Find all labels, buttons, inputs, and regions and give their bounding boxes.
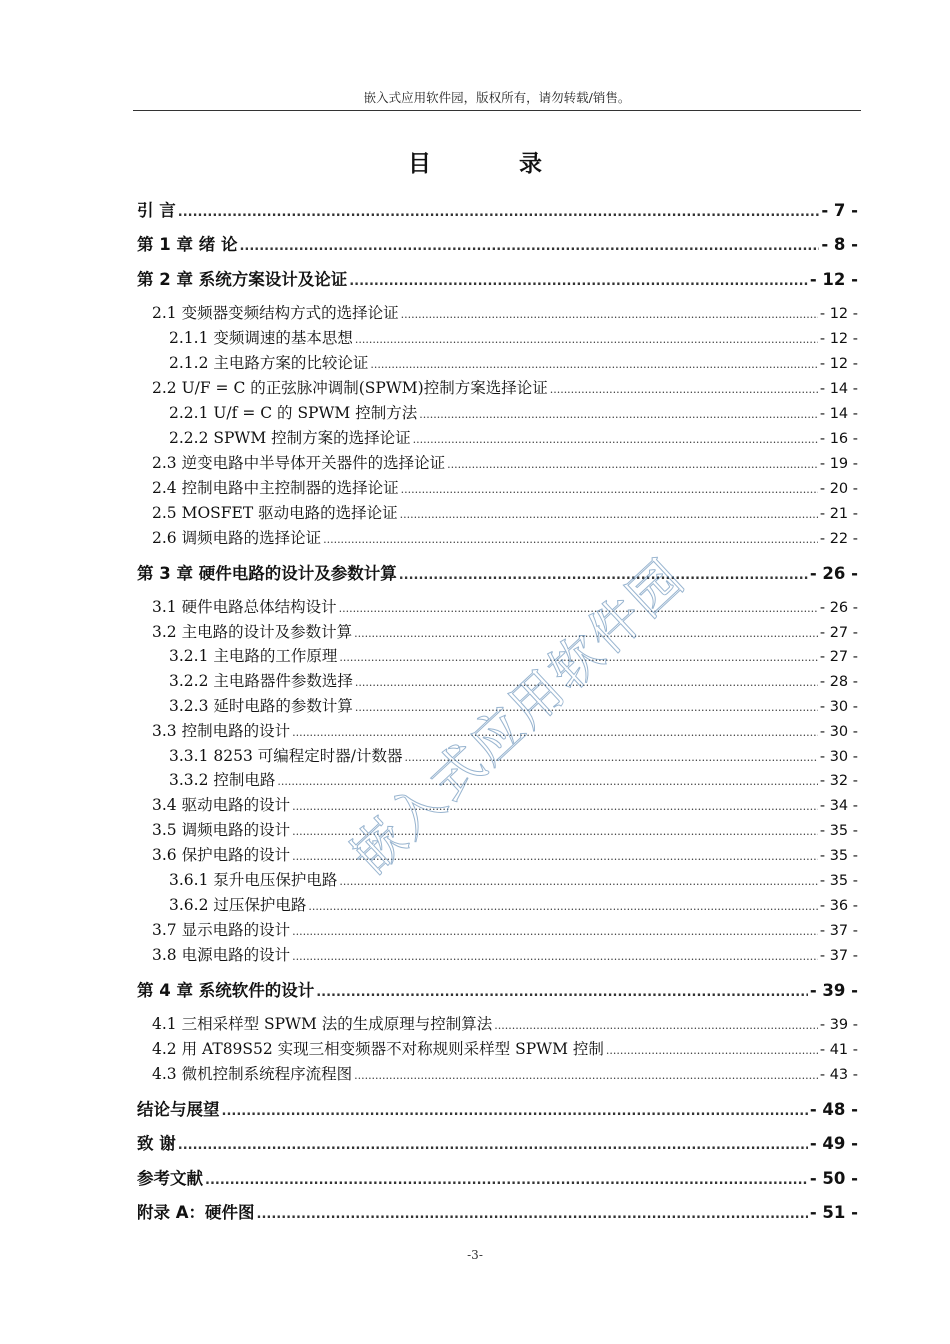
toc-entry-page: - 34 - [819, 798, 858, 814]
toc-entry-label: 3.3.1 8253 可编程定时器/计数器 [169, 747, 403, 765]
toc-entry-label: 致 谢 [137, 1134, 176, 1153]
toc-leader-dots [205, 1173, 808, 1188]
toc-leader-dots [178, 205, 820, 220]
watermark: 嵌入式应用软件园 [339, 548, 697, 887]
toc-leader-dots [323, 533, 818, 546]
toc-entry[interactable] [152, 943, 858, 965]
toc-entry-label: 3.2.3 延时电路的参数计算 [169, 697, 353, 715]
toc-entry-page: - 14 - [819, 406, 858, 422]
toc-leader-dots [401, 308, 818, 321]
toc-entry[interactable] [152, 1012, 858, 1034]
toc-entry-page: - 51 - [809, 1203, 858, 1222]
toc-entry-page: - 39 - [809, 981, 858, 1000]
toc-entry[interactable] [137, 560, 858, 584]
toc-entry-label: 第 1 章 绪 论 [137, 235, 238, 254]
toc-entry-label: 结论与展望 [137, 1100, 220, 1119]
toc-leader-dots [277, 775, 817, 788]
toc-leader-dots [355, 333, 818, 346]
toc-entry[interactable] [152, 376, 858, 398]
toc-entry-label: 4.3 微机控制系统程序流程图 [152, 1065, 353, 1083]
toc-entry[interactable] [152, 476, 858, 498]
toc-entry-label: 2.2.2 SPWM 控制方案的选择论证 [169, 429, 411, 447]
toc-entry-page: - 21 - [819, 506, 858, 522]
toc-entry[interactable] [137, 977, 858, 1001]
toc-entry-page: - 37 - [819, 923, 858, 939]
toc-entry[interactable] [137, 1199, 858, 1223]
toc-entry-page: - 20 - [819, 481, 858, 497]
toc-entry-page: - 26 - [819, 600, 858, 616]
toc-entry-label: 2.1.1 变频调速的基本思想 [169, 329, 353, 347]
toc-leader-dots [339, 875, 817, 888]
toc-entry-page: - 30 - [819, 699, 858, 715]
toc-leader-dots [550, 383, 818, 396]
toc-entry-page: - 35 - [819, 823, 858, 839]
toc-entry-label: 4.2 用 AT89S52 实现三相变频器不对称规则采样型 SPWM 控制 [152, 1040, 604, 1058]
toc-entry-label: 3.1 硬件电路总体结构设计 [152, 598, 337, 616]
toc-entry-label: 第 4 章 系统软件的设计 [137, 981, 315, 1000]
toc-entry[interactable] [169, 868, 858, 890]
toc-entry[interactable] [152, 301, 858, 323]
toc-entry-label: 3.6 保护电路的设计 [152, 846, 291, 864]
toc-entry-label: 第 3 章 硬件电路的设计及参数计算 [137, 564, 397, 583]
toc-leader-dots [222, 1104, 808, 1119]
toc-entry-page: - 22 - [819, 531, 858, 547]
toc-leader-dots [354, 1069, 818, 1082]
toc-entry-page: - 30 - [819, 724, 858, 740]
toc-entry[interactable] [137, 1130, 858, 1154]
toc-leader-dots [401, 483, 818, 496]
toc-entry-label: 3.2 主电路的设计及参数计算 [152, 623, 353, 641]
toc-leader-dots [413, 433, 818, 446]
toc-entry[interactable] [152, 1062, 858, 1084]
toc-entry-label: 第 2 章 系统方案设计及论证 [137, 270, 348, 289]
toc-entry-label: 2.1 变频器变频结构方式的选择论证 [152, 304, 399, 322]
toc-entry-page: - 49 - [809, 1134, 858, 1153]
toc-entry-label: 引 言 [137, 201, 176, 220]
toc-entry-page: - 12 - [809, 270, 858, 289]
toc-leader-dots [178, 1138, 808, 1153]
toc-entry-label: 2.2 U/F = C 的正弦脉冲调制(SPWM)控制方案选择论证 [152, 379, 548, 397]
page-header: 嵌入式应用软件园，版权所有，请勿转载/销售。 [133, 88, 861, 111]
toc-entry-page: - 50 - [809, 1169, 858, 1188]
toc-leader-dots [292, 726, 818, 739]
toc-leader-dots [419, 408, 818, 421]
toc-entry[interactable] [152, 1037, 858, 1059]
toc-entry-page: - 14 - [819, 381, 858, 397]
toc-entry-page: - 16 - [819, 431, 858, 447]
toc-leader-dots [494, 1019, 818, 1032]
toc-entry-page: - 7 - [821, 201, 858, 220]
toc-entry[interactable] [152, 818, 858, 840]
toc-entry-label: 3.5 调频电路的设计 [152, 821, 291, 839]
toc-leader-dots [292, 950, 818, 963]
toc-entry[interactable] [152, 526, 858, 548]
toc-leader-dots [355, 701, 818, 714]
toc-entry-label: 3.8 电源电路的设计 [152, 946, 291, 964]
toc-entry-label: 3.3 控制电路的设计 [152, 722, 291, 740]
toc-entry[interactable] [152, 620, 858, 642]
toc-entry[interactable] [137, 231, 858, 255]
toc-entry-label: 3.2.2 主电路器件参数选择 [169, 672, 353, 690]
toc-leader-dots [349, 274, 808, 289]
toc-entry[interactable] [137, 1096, 858, 1120]
toc-entry-label: 附录 A：硬件图 [137, 1203, 255, 1222]
toc-entry[interactable] [137, 197, 858, 221]
toc-entry[interactable] [152, 843, 858, 865]
toc-entry-label: 3.3.2 控制电路 [169, 771, 276, 789]
toc-entry-label: 4.1 三相采样型 SPWM 法的生成原理与控制算法 [152, 1015, 493, 1033]
toc-entry[interactable] [169, 351, 858, 373]
toc-leader-dots [447, 458, 818, 471]
toc-entry[interactable] [169, 768, 858, 790]
toc-leader-dots [292, 925, 818, 938]
toc-entry-page: - 36 - [819, 898, 858, 914]
toc-entry[interactable] [152, 595, 858, 617]
toc-entry-page: - 19 - [819, 456, 858, 472]
toc-entry-label: 2.5 MOSFET 驱动电路的选择论证 [152, 504, 398, 522]
toc-entry-page: - 26 - [809, 564, 858, 583]
toc-entry-label: 2.3 逆变电路中半导体开关器件的选择论证 [152, 454, 446, 472]
toc-entry-label: 3.2.1 主电路的工作原理 [169, 647, 338, 665]
toc-entry-page: - 39 - [819, 1017, 858, 1033]
toc-leader-dots [400, 508, 818, 521]
page-number: -3- [467, 1248, 483, 1262]
toc-entry-page: - 35 - [819, 873, 858, 889]
toc-entry-page: - 12 - [819, 306, 858, 322]
toc-entry[interactable] [152, 918, 858, 940]
toc-entry-label: 2.2.1 U/f = C 的 SPWM 控制方法 [169, 404, 418, 422]
toc-leader-dots [239, 239, 819, 254]
toc-entry-label: 3.4 驱动电路的设计 [152, 796, 291, 814]
toc-leader-dots [606, 1044, 818, 1057]
toc-entry-page: - 27 - [819, 625, 858, 641]
page-title: 目 录 [407, 150, 582, 177]
toc-entry-label: 2.1.2 主电路方案的比较论证 [169, 354, 369, 372]
toc-entry-label: 参考文献 [137, 1169, 203, 1188]
toc-entry-page: - 35 - [819, 848, 858, 864]
toc-entry-page: - 37 - [819, 948, 858, 964]
toc-entry[interactable] [152, 501, 858, 523]
toc-entry-label: 3.6.1 泵升电压保护电路 [169, 871, 338, 889]
toc-entry[interactable] [169, 326, 858, 348]
toc-leader-dots [257, 1207, 808, 1222]
toc-entry-label: 2.6 调频电路的选择论证 [152, 529, 322, 547]
toc-leader-dots [370, 358, 817, 371]
toc-entry-label: 2.4 控制电路中主控制器的选择论证 [152, 479, 399, 497]
toc-entry-page: - 32 - [819, 773, 858, 789]
toc-entry[interactable] [152, 793, 858, 815]
toc-entry-page: - 48 - [809, 1100, 858, 1119]
toc-entry[interactable] [169, 893, 858, 915]
toc-entry-label: 3.7 显示电路的设计 [152, 921, 291, 939]
toc-entry-page: - 28 - [819, 674, 858, 690]
toc-entry-page: - 30 - [819, 749, 858, 765]
toc-entry-page: - 8 - [821, 235, 858, 254]
toc-entry-page: - 43 - [819, 1067, 858, 1083]
toc-entry-page: - 12 - [819, 356, 858, 372]
toc-leader-dots [308, 900, 817, 913]
toc-leader-dots [316, 985, 808, 1000]
toc-entry-page: - 12 - [819, 331, 858, 347]
toc-entry-label: 3.6.2 过压保护电路 [169, 896, 307, 914]
toc-entry[interactable] [137, 266, 858, 290]
toc-entry-page: - 41 - [819, 1042, 858, 1058]
toc-entry-page: - 27 - [819, 649, 858, 665]
toc-entry[interactable] [169, 401, 858, 423]
toc-entry[interactable] [152, 451, 858, 473]
toc-entry[interactable] [169, 426, 858, 448]
toc-entry[interactable] [137, 1165, 858, 1189]
